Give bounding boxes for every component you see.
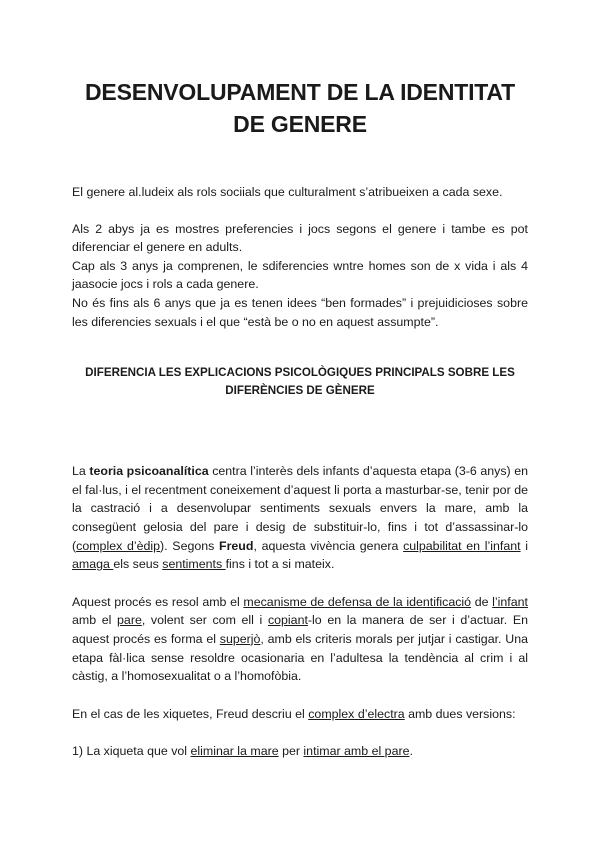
text-run: , aquesta vivència genera xyxy=(253,538,404,553)
title-line-1: DESENVOLUPAMENT DE LA IDENTITAT xyxy=(85,79,515,105)
text-run: Aquest procés es resol amb el xyxy=(72,594,244,609)
subtitle-line-2: DIFERÈNCIES DE GÈNERE xyxy=(225,384,375,398)
age-stages-block xyxy=(72,220,528,332)
bold-term: teoria psicoanalítica xyxy=(89,464,209,479)
text-run: els seus xyxy=(113,557,163,572)
text-run: . xyxy=(409,744,413,759)
text-run: fins i tot a si mateix. xyxy=(225,557,335,572)
version-1-paragraph xyxy=(72,742,528,761)
section-subtitle xyxy=(72,364,528,400)
underlined-term: copiant xyxy=(267,613,308,628)
document-title xyxy=(72,76,528,140)
text-run: 1) La xiqueta que vol xyxy=(72,744,191,759)
underlined-term: eliminar la mare xyxy=(190,744,279,759)
age-6-paragraph: No és fins als 6 anys que ja es tenen idees “ben formades” i prejuidicioses sobre les diferencies sexuals i el que “està be o no en aquest assumpte”. xyxy=(72,295,528,329)
age-2-paragraph: Als 2 abys ja es mostres preferencies i jocs segons el genere i tambe es pot diferenciar el genere en adults. xyxy=(72,221,528,255)
underlined-term: pare xyxy=(117,613,142,628)
girls-case-paragraph xyxy=(72,705,528,724)
age-3-paragraph: Cap als 3 anys ja comprenen, le sdiferencies wntre homes son de x vida i als 4 jaasocie jocs i rols a cada genere. xyxy=(72,258,528,292)
underlined-term: intimar amb el pare xyxy=(303,744,410,759)
text-run: , amb els criteris morals per jutjar i castigar. Una etapa fàl·lica sense resoldre ocasionaria en l’adultesa la tendència al crim i al càstig, a l’homosexualitat o a l’homofòbia. xyxy=(72,631,528,684)
text-run: La xyxy=(72,464,90,479)
text-run: amb dues versions: xyxy=(404,706,516,721)
text-run: de xyxy=(471,594,493,609)
underlined-term: complex d’electra xyxy=(308,706,405,721)
underlined-term: superjò xyxy=(219,631,261,646)
text-run: , volent ser com ell i xyxy=(141,613,268,628)
underlined-term: culpabilitat en l’infant xyxy=(403,538,521,553)
underlined-term: mecanisme de defensa de la identificació xyxy=(243,594,472,609)
text-run: En el cas de les xiquetes, Freud descriu el xyxy=(72,706,309,721)
text-run: per xyxy=(278,744,304,759)
underlined-term: l’infant xyxy=(492,594,528,609)
underlined-term: sentiments xyxy=(162,557,226,572)
bold-term: Freud xyxy=(219,538,254,553)
document-page xyxy=(72,0,528,761)
intro-paragraph: El genere al.ludeix als rols sociials que culturalment s’atribueixen a cada sexe. xyxy=(72,185,503,199)
text-run: amb el xyxy=(72,613,118,628)
title-line-2: DE GENERE xyxy=(233,111,367,137)
text-run: ). Segons xyxy=(160,538,220,553)
underlined-term: amaga xyxy=(72,557,114,572)
text-run: i xyxy=(520,538,529,553)
underlined-term: complex d’èdip xyxy=(76,538,161,553)
subtitle-line-1: DIFERENCIA LES EXPLICACIONS PSICOLÒGIQUES PRINCIPALS SOBRE LES xyxy=(85,366,515,380)
identification-process-paragraph xyxy=(72,593,528,686)
text-run: centra l’interès dels infants d’aquesta etapa (3-6 anys) en el fal·lus, i el recentment coneixement d’aquest li porta a masturbar-se, tenir por de la castració i a desenvolupar sentiments sexuals envers la mare, amb la consegüent gelosia del pare i desig de substituir-lo, fins i tot d’assassinar-lo ( xyxy=(72,464,528,553)
psychoanalytic-theory-paragraph xyxy=(72,462,528,574)
text-run: -lo en la manera de ser i d’actuar. En aquest procés es forma el xyxy=(72,613,528,646)
